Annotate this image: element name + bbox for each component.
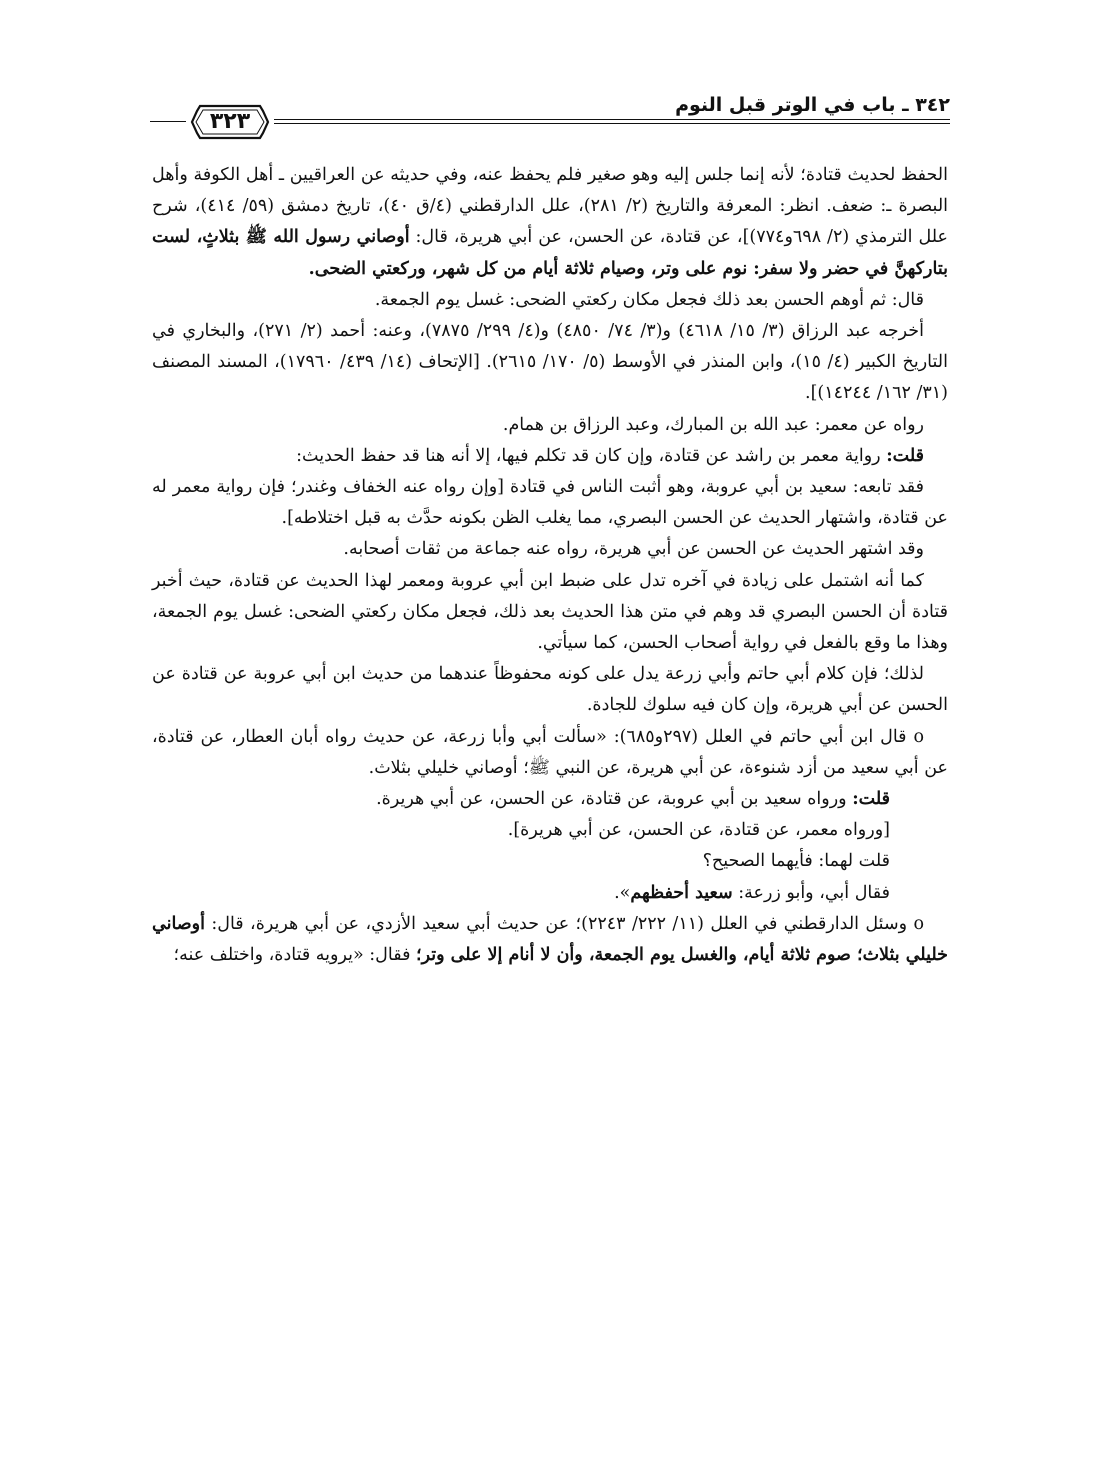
header-rule xyxy=(274,119,950,120)
header-rule xyxy=(274,123,950,124)
paragraph: رواه عن معمر: عبد الله بن المبارك، وعبد الرزاق بن همام. xyxy=(502,414,924,435)
page-number: ٣٢٣ xyxy=(209,109,251,134)
section-title: ٣٤٢ ـ باب في الوتر قبل النوم xyxy=(675,94,950,116)
paragraph: وقد اشتهر الحديث عن الحسن عن أبي هريرة، رواه عنه جماعة من ثقات أصحابه. xyxy=(343,539,924,560)
paragraph: أخرجه عبد الرزاق (٣/ ١٥/ ٤٦١٨) و(٣/ ٧٤/ ٤٨٥٠) و(٤/ ٢٩٩/ ٧٨٧٥)، وعنه: أحمد (٢/ ٢٧١)، والبخاري في التاريخ الكبير (٤/ ١٥)، وابن المنذر في الأوسط (٥/ ١٧٠/ ٢٦١٥). [الإتحاف (١٤/ ٤٣٩/ ١٧٩٦٠)، المسند المصنف (٣١/ ١٦٢/ ١٤٢٤٤)]. xyxy=(152,321,948,404)
paragraph: o قال ابن أبي حاتم في العلل (٢٩٧و٦٨٥): «سألت أبي وأبا زرعة، عن حديث رواه أبان العطار، عن قتادة، عن أبي سعيد من أزد شنوءة، عن أبي هريرة، عن النبي ﷺ؛ أوصاني خليلي بثلاث. xyxy=(152,726,948,778)
page-number-badge xyxy=(190,102,270,142)
paragraph: كما أنه اشتمل على زيادة في آخره تدل على ضبط ابن أبي عروبة ومعمر لهذا الحديث عن قتادة، حيث أخبر قتادة أن الحسن البصري قد وهم في متن هذا الحديث بعد ذلك، فجعل مكان ركعتي الضحى: غسل يوم الجمعة، وهذا ما وقع بالفعل في رواية أصحاب الحسن، كما سيأتي. xyxy=(152,570,948,654)
paragraph: لذلك؛ فإن كلام أبي حاتم وأبي زرعة يدل على كونه محفوظاً عندهما من حديث ابن أبي عروبة عن قتادة عن الحسن عن أبي هريرة، وإن كان فيه سلوك للجادة. xyxy=(152,664,948,716)
quoted-line: قلت لهما: فأيهما الصحيح؟ xyxy=(702,851,890,872)
quoted-line: قلت: ورواه سعيد بن أبي عروبة، عن قتادة، عن الحسن، عن أبي هريرة. xyxy=(376,789,890,810)
page-body xyxy=(152,160,948,971)
paragraph: o وسئل الدارقطني في العلل (١١/ ٢٢٢/ ٢٢٤٣)؛ عن حديث أبي سعيد الأزدي، عن أبي هريرة، قال: أوصاني خليلي بثلاث؛ صوم ثلاثة أيام، والغسل يوم الجمعة، وأن لا أنام إلا على وتر؛ فقال: «يرويه قتادة، واختلف عنه؛ xyxy=(152,913,948,966)
header-rule xyxy=(150,121,186,122)
paragraph: فقد تابعه: سعيد بن أبي عروبة، وهو أثبت الناس في قتادة [وإن رواه عنه الخفاف وغندر؛ فإن رواية معمر له عن قتادة، واشتهار الحديث عن الحسن البصري، مما يغلب الظن بكونه حدَّث به قبل اختلاطه]. xyxy=(152,477,948,529)
quoted-line: [ورواه معمر، عن قتادة، عن الحسن، عن أبي هريرة]. xyxy=(507,820,890,841)
paragraph: قلت: رواية معمر بن راشد عن قتادة، وإن كان قد تكلم فيها، إلا أنه هنا قد حفظ الحديث: xyxy=(296,445,924,466)
page-header xyxy=(150,86,950,138)
paragraph: قال: ثم أوهم الحسن بعد ذلك فجعل مكان ركعتي الضحى: غسل يوم الجمعة. xyxy=(374,289,924,310)
quoted-line: فقال أبي، وأبو زرعة: سعيد أحفظهم». xyxy=(614,882,890,903)
paragraph: الحفظ لحديث قتادة؛ لأنه إنما جلس إليه وهو صغير فلم يحفظ عنه، وفي حديثه عن العراقيين ـ أهل الكوفة وأهل البصرة ـ: ضعف. انظر: المعرفة والتاريخ (٢/ ٢٨١)، علل الدارقطني (٤/ق ٤٠)، تاريخ دمشق (٥٩/ ٤١٤)، شرح علل الترمذي (٢/ ٦٩٨و٧٧٤)]، عن قتادة، عن الحسن، عن أبي هريرة، قال: أوصاني رسول الله ﷺ بثلاثٍ، لست بتاركهنَّ في حضر ولا سفر: نوم على وتر، وصيام ثلاثة أيام من كل شهر، وركعتي الضحى. xyxy=(152,165,949,279)
